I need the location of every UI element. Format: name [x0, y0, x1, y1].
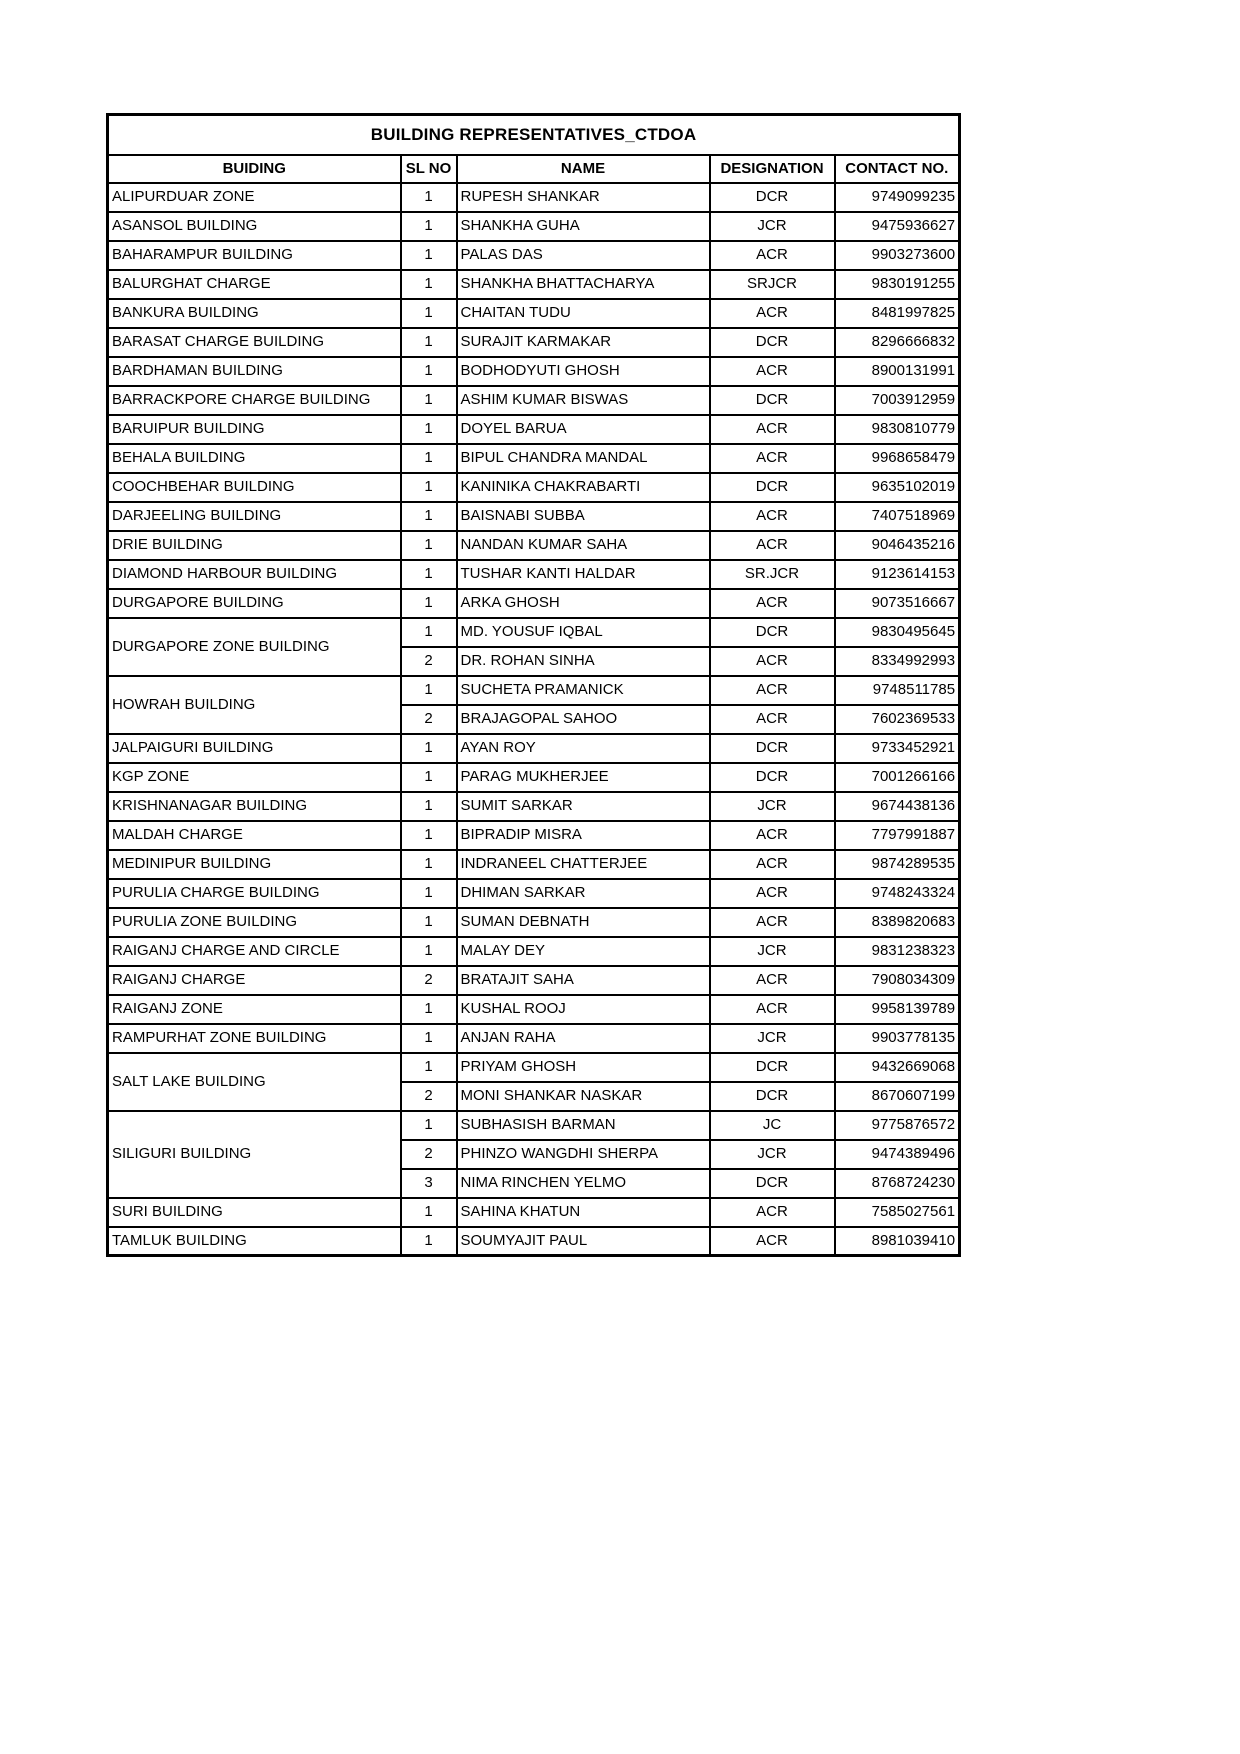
building-cell: PURULIA CHARGE BUILDING	[108, 879, 401, 908]
sl-no-cell: 2	[401, 705, 457, 734]
designation-cell: ACR	[710, 879, 835, 908]
contact-no-cell: 9830191255	[835, 270, 960, 299]
designation-cell: DCR	[710, 1053, 835, 1082]
contact-no-cell: 9831238323	[835, 937, 960, 966]
sl-no-cell: 1	[401, 763, 457, 792]
designation-cell: DCR	[710, 1169, 835, 1198]
contact-no-cell: 8981039410	[835, 1227, 960, 1256]
sl-no-cell: 1	[401, 415, 457, 444]
contact-no-cell: 9903273600	[835, 241, 960, 270]
table-row	[108, 212, 960, 241]
contact-no-cell: 8670607199	[835, 1082, 960, 1111]
name-cell: PARAG MUKHERJEE	[457, 763, 710, 792]
designation-cell: DCR	[710, 763, 835, 792]
sl-no-cell: 1	[401, 183, 457, 212]
name-cell: KUSHAL ROOJ	[457, 995, 710, 1024]
building-cell: BARUIPUR BUILDING	[108, 415, 401, 444]
sl-no-cell: 1	[401, 618, 457, 647]
contact-no-cell: 9748511785	[835, 676, 960, 705]
designation-cell: ACR	[710, 908, 835, 937]
contact-no-cell: 8900131991	[835, 357, 960, 386]
building-cell: BARRACKPORE CHARGE BUILDING	[108, 386, 401, 415]
sl-no-cell: 1	[401, 1053, 457, 1082]
name-cell: MALAY DEY	[457, 937, 710, 966]
contact-no-cell: 9748243324	[835, 879, 960, 908]
table-row	[108, 1111, 960, 1140]
sl-no-cell: 1	[401, 908, 457, 937]
name-cell: SURAJIT KARMAKAR	[457, 328, 710, 357]
sl-no-cell: 2	[401, 1082, 457, 1111]
name-cell: DHIMAN SARKAR	[457, 879, 710, 908]
table-row	[108, 879, 960, 908]
building-cell: BARASAT CHARGE BUILDING	[108, 328, 401, 357]
representatives-table	[106, 113, 961, 1257]
building-cell: HOWRAH BUILDING	[108, 676, 401, 734]
building-cell: ASANSOL BUILDING	[108, 212, 401, 241]
table-row	[108, 995, 960, 1024]
table-row	[108, 183, 960, 212]
building-cell: SALT LAKE BUILDING	[108, 1053, 401, 1111]
name-cell: DR. ROHAN SINHA	[457, 647, 710, 676]
building-cell: JALPAIGURI BUILDING	[108, 734, 401, 763]
designation-cell: JCR	[710, 792, 835, 821]
designation-cell: ACR	[710, 241, 835, 270]
table-row	[108, 415, 960, 444]
contact-no-cell: 9046435216	[835, 531, 960, 560]
designation-cell: JCR	[710, 1140, 835, 1169]
contact-no-cell: 9733452921	[835, 734, 960, 763]
name-cell: SAHINA KHATUN	[457, 1198, 710, 1227]
contact-no-cell: 7407518969	[835, 502, 960, 531]
name-cell: MD. YOUSUF IQBAL	[457, 618, 710, 647]
sl-no-cell: 1	[401, 241, 457, 270]
building-cell: MALDAH CHARGE	[108, 821, 401, 850]
sl-no-cell: 1	[401, 1198, 457, 1227]
sl-no-cell: 2	[401, 966, 457, 995]
building-cell: BAHARAMPUR BUILDING	[108, 241, 401, 270]
contact-no-cell: 9674438136	[835, 792, 960, 821]
sl-no-cell: 1	[401, 473, 457, 502]
sl-no-cell: 1	[401, 1024, 457, 1053]
designation-cell: DCR	[710, 618, 835, 647]
contact-no-cell: 8296666832	[835, 328, 960, 357]
column-header-building: BUIDING	[108, 155, 401, 183]
contact-no-cell: 7001266166	[835, 763, 960, 792]
designation-cell: JCR	[710, 1024, 835, 1053]
column-header-sl-no: SL NO	[401, 155, 457, 183]
name-cell: MONI SHANKAR NASKAR	[457, 1082, 710, 1111]
name-cell: PALAS DAS	[457, 241, 710, 270]
contact-no-cell: 9635102019	[835, 473, 960, 502]
building-cell: PURULIA ZONE BUILDING	[108, 908, 401, 937]
table-row	[108, 734, 960, 763]
contact-no-cell: 9073516667	[835, 589, 960, 618]
sl-no-cell: 1	[401, 792, 457, 821]
designation-cell: ACR	[710, 966, 835, 995]
table-row	[108, 386, 960, 415]
table-row	[108, 328, 960, 357]
designation-cell: ACR	[710, 1227, 835, 1256]
designation-cell: JC	[710, 1111, 835, 1140]
table-row	[108, 676, 960, 705]
contact-no-cell: 9830495645	[835, 618, 960, 647]
name-cell: KANINIKA CHAKRABARTI	[457, 473, 710, 502]
name-cell: ANJAN RAHA	[457, 1024, 710, 1053]
table-row	[108, 821, 960, 850]
sl-no-cell: 1	[401, 879, 457, 908]
column-header-designation: DESIGNATION	[710, 155, 835, 183]
table-row	[108, 270, 960, 299]
building-cell: DURGAPORE ZONE BUILDING	[108, 618, 401, 676]
sl-no-cell: 2	[401, 647, 457, 676]
designation-cell: DCR	[710, 734, 835, 763]
name-cell: BIPUL CHANDRA MANDAL	[457, 444, 710, 473]
sl-no-cell: 2	[401, 1140, 457, 1169]
building-cell: TAMLUK BUILDING	[108, 1227, 401, 1256]
building-cell: RAIGANJ ZONE	[108, 995, 401, 1024]
designation-cell: JCR	[710, 212, 835, 241]
table-row	[108, 966, 960, 995]
building-cell: COOCHBEHAR BUILDING	[108, 473, 401, 502]
table-row	[108, 1053, 960, 1082]
table-row	[108, 763, 960, 792]
name-cell: SHANKHA BHATTACHARYA	[457, 270, 710, 299]
sl-no-cell: 3	[401, 1169, 457, 1198]
name-cell: BRATAJIT SAHA	[457, 966, 710, 995]
building-cell: RAMPURHAT ZONE BUILDING	[108, 1024, 401, 1053]
building-cell: BALURGHAT CHARGE	[108, 270, 401, 299]
designation-cell: SR.JCR	[710, 560, 835, 589]
table-row	[108, 473, 960, 502]
designation-cell: ACR	[710, 502, 835, 531]
table-header-row	[108, 155, 960, 183]
designation-cell: ACR	[710, 357, 835, 386]
name-cell: BAISNABI SUBBA	[457, 502, 710, 531]
name-cell: RUPESH SHANKAR	[457, 183, 710, 212]
table-title: BUILDING REPRESENTATIVES_CTDOA	[108, 115, 960, 155]
name-cell: BRAJAGOPAL SAHOO	[457, 705, 710, 734]
contact-no-cell: 9830810779	[835, 415, 960, 444]
contact-no-cell: 8334992993	[835, 647, 960, 676]
name-cell: SUMIT SARKAR	[457, 792, 710, 821]
table-row	[108, 618, 960, 647]
name-cell: NANDAN KUMAR SAHA	[457, 531, 710, 560]
contact-no-cell: 7585027561	[835, 1198, 960, 1227]
name-cell: SHANKHA GUHA	[457, 212, 710, 241]
designation-cell: DCR	[710, 183, 835, 212]
table-row	[108, 937, 960, 966]
name-cell: SUCHETA PRAMANICK	[457, 676, 710, 705]
designation-cell: JCR	[710, 937, 835, 966]
sl-no-cell: 1	[401, 299, 457, 328]
name-cell: INDRANEEL CHATTERJEE	[457, 850, 710, 879]
designation-cell: ACR	[710, 647, 835, 676]
name-cell: BIPRADIP MISRA	[457, 821, 710, 850]
building-cell: DARJEELING BUILDING	[108, 502, 401, 531]
table-body	[108, 183, 960, 1256]
table-row	[108, 560, 960, 589]
sl-no-cell: 1	[401, 850, 457, 879]
sl-no-cell: 1	[401, 270, 457, 299]
name-cell: DOYEL BARUA	[457, 415, 710, 444]
table-row	[108, 502, 960, 531]
sl-no-cell: 1	[401, 357, 457, 386]
contact-no-cell: 8481997825	[835, 299, 960, 328]
contact-no-cell: 9749099235	[835, 183, 960, 212]
contact-no-cell: 9474389496	[835, 1140, 960, 1169]
building-cell: BEHALA BUILDING	[108, 444, 401, 473]
table-row	[108, 357, 960, 386]
designation-cell: ACR	[710, 995, 835, 1024]
name-cell: SOUMYAJIT PAUL	[457, 1227, 710, 1256]
contact-no-cell: 9432669068	[835, 1053, 960, 1082]
sl-no-cell: 1	[401, 676, 457, 705]
table-row	[108, 1024, 960, 1053]
sl-no-cell: 1	[401, 560, 457, 589]
name-cell: NIMA RINCHEN YELMO	[457, 1169, 710, 1198]
table-row	[108, 792, 960, 821]
designation-cell: ACR	[710, 821, 835, 850]
designation-cell: SRJCR	[710, 270, 835, 299]
name-cell: ASHIM KUMAR BISWAS	[457, 386, 710, 415]
sl-no-cell: 1	[401, 328, 457, 357]
name-cell: AYAN ROY	[457, 734, 710, 763]
designation-cell: ACR	[710, 676, 835, 705]
sl-no-cell: 1	[401, 1227, 457, 1256]
building-cell: DIAMOND HARBOUR BUILDING	[108, 560, 401, 589]
building-cell: MEDINIPUR BUILDING	[108, 850, 401, 879]
building-cell: BANKURA BUILDING	[108, 299, 401, 328]
name-cell: TUSHAR KANTI HALDAR	[457, 560, 710, 589]
table-row	[108, 1227, 960, 1256]
column-header-contact: CONTACT NO.	[835, 155, 960, 183]
sl-no-cell: 1	[401, 444, 457, 473]
contact-no-cell: 9775876572	[835, 1111, 960, 1140]
name-cell: SUBHASISH BARMAN	[457, 1111, 710, 1140]
building-cell: SILIGURI BUILDING	[108, 1111, 401, 1198]
designation-cell: ACR	[710, 589, 835, 618]
building-cell: DRIE BUILDING	[108, 531, 401, 560]
table-row	[108, 908, 960, 937]
contact-no-cell: 9874289535	[835, 850, 960, 879]
table-row	[108, 531, 960, 560]
contact-no-cell: 8768724230	[835, 1169, 960, 1198]
sl-no-cell: 1	[401, 502, 457, 531]
sl-no-cell: 1	[401, 386, 457, 415]
sl-no-cell: 1	[401, 734, 457, 763]
sl-no-cell: 1	[401, 212, 457, 241]
designation-cell: DCR	[710, 473, 835, 502]
designation-cell: ACR	[710, 531, 835, 560]
contact-no-cell: 9475936627	[835, 212, 960, 241]
column-header-name: NAME	[457, 155, 710, 183]
contact-no-cell: 9123614153	[835, 560, 960, 589]
table-row	[108, 299, 960, 328]
sl-no-cell: 1	[401, 995, 457, 1024]
name-cell: BODHODYUTI GHOSH	[457, 357, 710, 386]
table-row	[108, 444, 960, 473]
table-row	[108, 241, 960, 270]
contact-no-cell: 9968658479	[835, 444, 960, 473]
table-row	[108, 589, 960, 618]
name-cell: PRIYAM GHOSH	[457, 1053, 710, 1082]
table-row	[108, 850, 960, 879]
name-cell: CHAITAN TUDU	[457, 299, 710, 328]
building-cell: RAIGANJ CHARGE	[108, 966, 401, 995]
sl-no-cell: 1	[401, 937, 457, 966]
building-cell: ALIPURDUAR ZONE	[108, 183, 401, 212]
sl-no-cell: 1	[401, 821, 457, 850]
building-cell: BARDHAMAN BUILDING	[108, 357, 401, 386]
sl-no-cell: 1	[401, 1111, 457, 1140]
designation-cell: ACR	[710, 415, 835, 444]
contact-no-cell: 9958139789	[835, 995, 960, 1024]
name-cell: PHINZO WANGDHI SHERPA	[457, 1140, 710, 1169]
designation-cell: DCR	[710, 328, 835, 357]
name-cell: SUMAN DEBNATH	[457, 908, 710, 937]
sl-no-cell: 1	[401, 531, 457, 560]
contact-no-cell: 7602369533	[835, 705, 960, 734]
table-title-row	[108, 115, 960, 155]
building-cell: KGP ZONE	[108, 763, 401, 792]
designation-cell: ACR	[710, 299, 835, 328]
sl-no-cell: 1	[401, 589, 457, 618]
designation-cell: ACR	[710, 1198, 835, 1227]
building-cell: SURI BUILDING	[108, 1198, 401, 1227]
designation-cell: DCR	[710, 1082, 835, 1111]
table-row	[108, 1198, 960, 1227]
building-cell: DURGAPORE BUILDING	[108, 589, 401, 618]
designation-cell: DCR	[710, 386, 835, 415]
building-cell: RAIGANJ CHARGE AND CIRCLE	[108, 937, 401, 966]
contact-no-cell: 7797991887	[835, 821, 960, 850]
contact-no-cell: 9903778135	[835, 1024, 960, 1053]
designation-cell: ACR	[710, 705, 835, 734]
contact-no-cell: 7003912959	[835, 386, 960, 415]
name-cell: ARKA GHOSH	[457, 589, 710, 618]
contact-no-cell: 8389820683	[835, 908, 960, 937]
designation-cell: ACR	[710, 444, 835, 473]
building-cell: KRISHNANAGAR BUILDING	[108, 792, 401, 821]
designation-cell: ACR	[710, 850, 835, 879]
contact-no-cell: 7908034309	[835, 966, 960, 995]
